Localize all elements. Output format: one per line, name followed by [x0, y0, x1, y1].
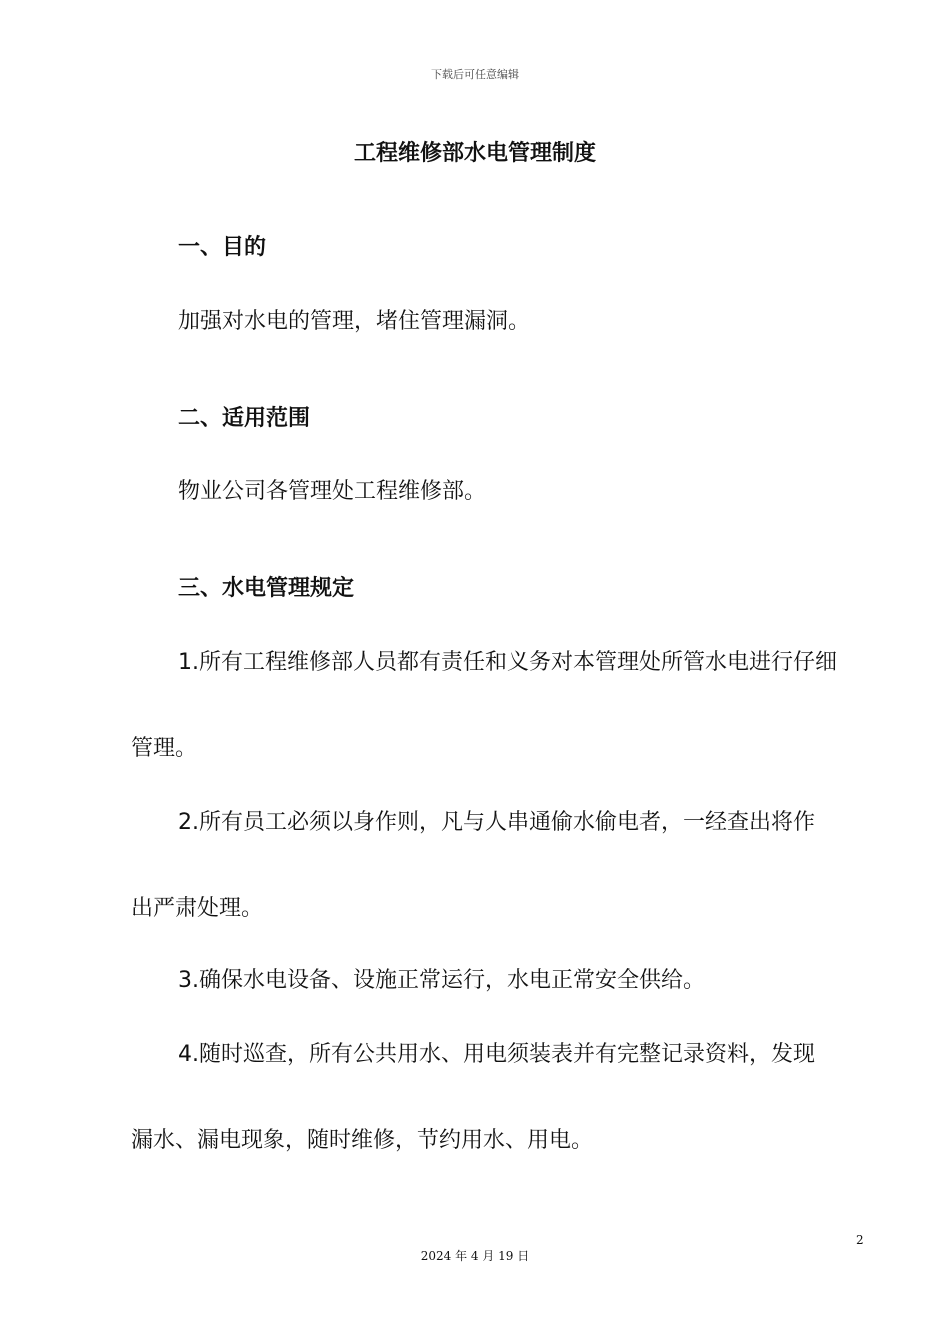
header-note: 下载后可任意编辑	[431, 68, 519, 81]
section-heading-purpose: 一、目的	[178, 235, 267, 260]
rule-item-2-line2: 出严肃处理。	[131, 896, 264, 921]
rule-item-2-line1: 2.所有员工必须以身作则，凡与人串通偷水偷电者，一经查出将作	[178, 810, 815, 835]
rule-item-1-line2: 管理。	[131, 736, 198, 761]
section-text-purpose: 加强对水电的管理，堵住管理漏洞。	[178, 309, 531, 334]
page-number: 2	[856, 1233, 864, 1247]
section-heading-rules: 三、水电管理规定	[178, 576, 355, 601]
rule-item-4-line2: 漏水、漏电现象，随时维修，节约用水、用电。	[131, 1128, 594, 1153]
section-text-scope: 物业公司各管理处工程维修部。	[178, 479, 487, 504]
rule-item-1-line1: 1.所有工程维修部人员都有责任和义务对本管理处所管水电进行仔细	[178, 650, 837, 675]
section-heading-scope: 二、适用范围	[178, 406, 311, 431]
document-title: 工程维修部水电管理制度	[353, 141, 596, 166]
rule-item-3-line1: 3.确保水电设备、设施正常运行，水电正常安全供给。	[178, 968, 705, 993]
rule-item-4-line1: 4.随时巡查，所有公共用水、用电须装表并有完整记录资料，发现	[178, 1042, 815, 1067]
footer-date: 2024 年 4 月 19 日	[420, 1249, 530, 1263]
